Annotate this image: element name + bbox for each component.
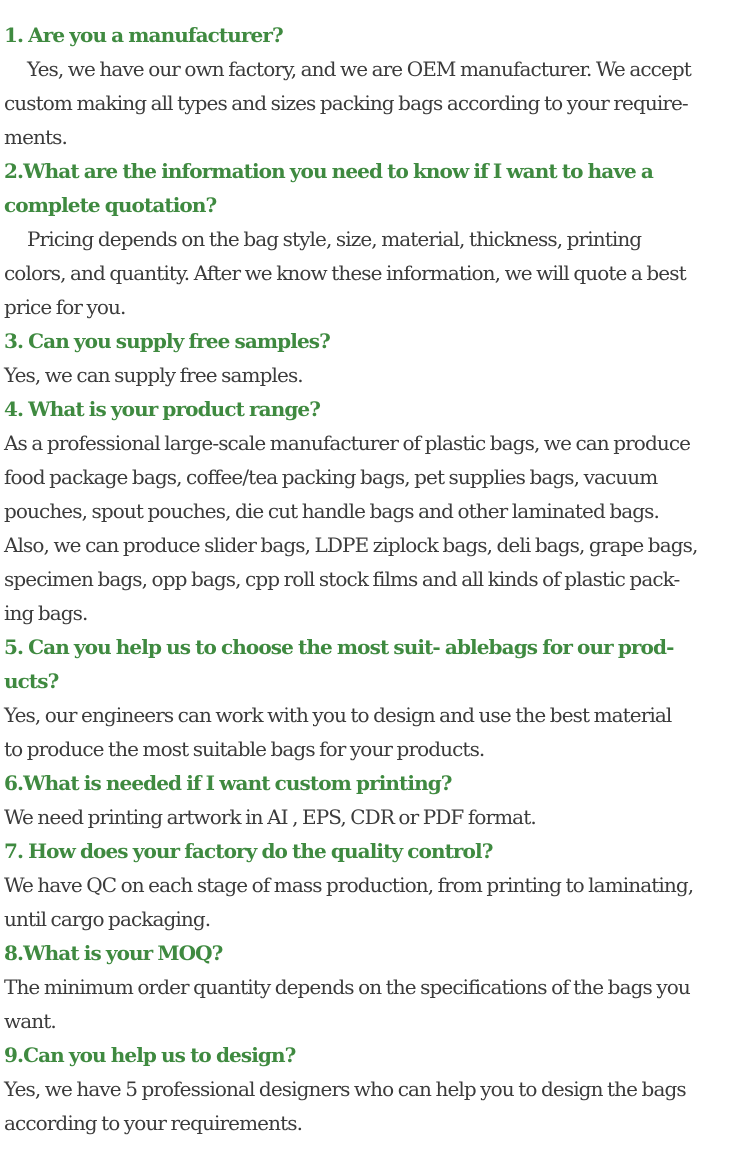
faq-answer: Pricing depends on the bag style, size, material, thickness, printing xyxy=(27,227,642,251)
faq-question: ucts? xyxy=(4,669,59,693)
faq-answer: to produce the most suitable bags for your products. xyxy=(4,737,485,761)
faq-answer: Also, we can produce slider bags, LDPE ziplock bags, deli bags, grape bags, xyxy=(4,533,698,557)
faq-item-5 xyxy=(4,630,750,766)
faq-question: 5. Can you help us to choose the most suit- ablebags for our prod- xyxy=(4,635,674,659)
faq-item-1 xyxy=(4,18,750,154)
faq-item-4 xyxy=(4,392,750,630)
faq-answer: want. xyxy=(4,1009,56,1033)
faq-item-7 xyxy=(4,834,750,936)
faq-question: complete quotation? xyxy=(4,193,217,217)
faq-answer: Yes, our engineers can work with you to design and use the best material xyxy=(4,703,672,727)
faq-question: 3. Can you supply free samples? xyxy=(4,329,330,353)
faq-question: 6.What is needed if I want custom printing? xyxy=(4,771,452,795)
faq-answer: until cargo packaging. xyxy=(4,907,211,931)
faq-answer: The minimum order quantity depends on the specifications of the bags you xyxy=(4,975,690,999)
faq-answer: colors, and quantity. After we know these information, we will quote a best xyxy=(4,261,686,285)
faq-list xyxy=(4,18,750,1140)
faq-item-2 xyxy=(4,154,750,324)
faq-question: 7. How does your factory do the quality control? xyxy=(4,839,493,863)
faq-answer: Yes, we have 5 professional designers who can help you to design the bags xyxy=(4,1077,686,1101)
faq-question: 9.Can you help us to design? xyxy=(4,1043,296,1067)
faq-answer: specimen bags, opp bags, cpp roll stock films and all kinds of plastic pack- xyxy=(4,567,680,591)
faq-question: 2.What are the information you need to know if I want to have a xyxy=(4,159,653,183)
faq-answer: Yes, we have our own factory, and we are OEM manufacturer. We accept xyxy=(27,57,691,81)
faq-answer: ing bags. xyxy=(4,601,88,625)
faq-item-3 xyxy=(4,324,750,392)
faq-question: 1. Are you a manufacturer? xyxy=(4,23,283,47)
faq-item-9 xyxy=(4,1038,750,1140)
faq-item-8 xyxy=(4,936,750,1038)
faq-answer: custom making all types and sizes packing bags according to your require- xyxy=(4,91,688,115)
faq-answer: pouches, spout pouches, die cut handle bags and other laminated bags. xyxy=(4,499,659,523)
faq-answer: price for you. xyxy=(4,295,126,319)
faq-answer: As a professional large-scale manufacturer of plastic bags, we can produce xyxy=(4,431,691,455)
faq-answer: according to your requirements. xyxy=(4,1111,303,1135)
faq-question: 8.What is your MOQ? xyxy=(4,941,223,965)
faq-item-6 xyxy=(4,766,750,834)
faq-answer: We have QC on each stage of mass production, from printing to laminating, xyxy=(4,873,694,897)
faq-answer: food package bags, coffee/tea packing bags, pet supplies bags, vacuum xyxy=(4,465,658,489)
faq-answer: Yes, we can supply free samples. xyxy=(4,363,303,387)
faq-answer: We need printing artwork in AI , EPS, CDR or PDF format. xyxy=(4,805,536,829)
faq-answer: ments. xyxy=(4,125,67,149)
faq-question: 4. What is your product range? xyxy=(4,397,321,421)
